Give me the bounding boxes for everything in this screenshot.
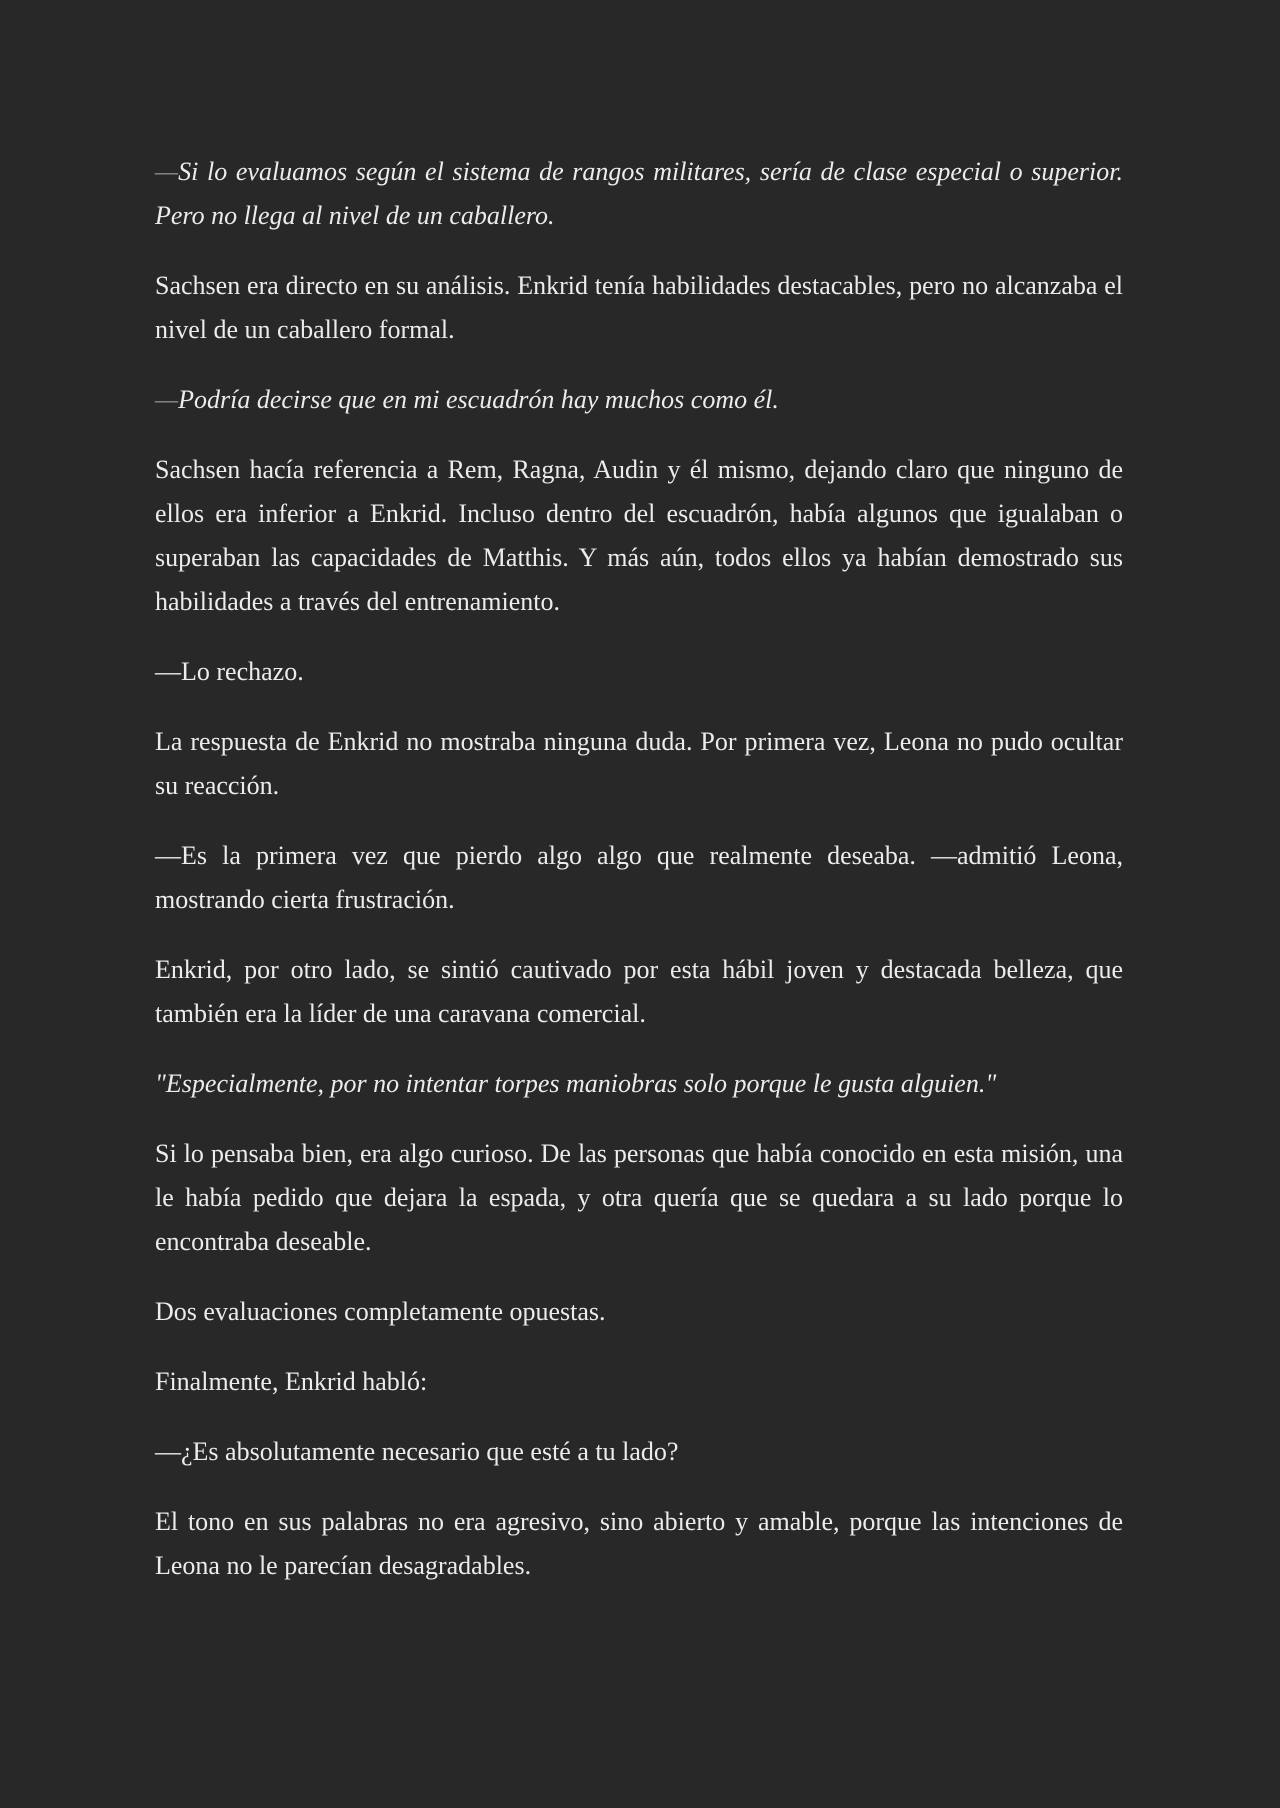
paragraph bbox=[155, 1062, 1123, 1106]
paragraph bbox=[155, 1430, 1123, 1474]
paragraph-text: El tono en sus palabras no era agresivo, sino abierto y amable, porque las intenciones de Leona no le parecían desagradables. bbox=[155, 1507, 1123, 1580]
paragraph-text: Podría decirse que en mi escuadrón hay muchos como él. bbox=[178, 385, 779, 414]
paragraph bbox=[155, 264, 1123, 352]
paragraph bbox=[155, 1500, 1123, 1588]
paragraph-text: Finalmente, Enkrid habló: bbox=[155, 1367, 428, 1396]
paragraph-text: Si lo pensaba bien, era algo curioso. De las personas que había conocido en esta misión, una le había pedido que dejara la espada, y otra quería que se quedara a su lado porque lo encontraba deseable. bbox=[155, 1139, 1123, 1256]
paragraph-text: Dos evaluaciones completamente opuestas. bbox=[155, 1297, 606, 1326]
paragraph bbox=[155, 150, 1123, 238]
reader-page bbox=[155, 150, 1123, 1614]
paragraph bbox=[155, 1132, 1123, 1264]
paragraph bbox=[155, 1360, 1123, 1404]
dialogue-dash: — bbox=[155, 157, 179, 186]
paragraph-text: "Especialmente, por no intentar torpes maniobras solo porque le gusta alguien." bbox=[155, 1069, 997, 1098]
paragraph-text: Sachsen hacía referencia a Rem, Ragna, Audin y él mismo, dejando claro que ninguno de ellos era inferior a Enkrid. Incluso dentro del escuadrón, había algunos que igualaban o superaban las capacidades de Matthis. Y más aún, todos ellos ya habían demostrado sus habilidades a través del entrenamiento. bbox=[155, 455, 1123, 616]
paragraph bbox=[155, 378, 1123, 422]
paragraph-text: La respuesta de Enkrid no mostraba ninguna duda. Por primera vez, Leona no pudo ocultar su reacción. bbox=[155, 727, 1123, 800]
paragraph-text: Si lo evaluamos según el sistema de rangos militares, sería de clase especial o superior. Pero no llega al nivel de un caballero. bbox=[155, 157, 1123, 230]
paragraph-text: —¿Es absolutamente necesario que esté a tu lado? bbox=[155, 1437, 679, 1466]
paragraph bbox=[155, 948, 1123, 1036]
paragraph-text: —Es la primera vez que pierdo algo algo que realmente deseaba. —admitió Leona, mostrando cierta frustración. bbox=[155, 841, 1123, 914]
paragraph-text: Sachsen era directo en su análisis. Enkrid tenía habilidades destacables, pero no alcanzaba el nivel de un caballero formal. bbox=[155, 271, 1123, 344]
paragraph-text: —Lo rechazo. bbox=[155, 657, 304, 686]
paragraph bbox=[155, 1290, 1123, 1334]
paragraph bbox=[155, 448, 1123, 624]
dialogue-dash: — bbox=[155, 385, 179, 414]
paragraph bbox=[155, 834, 1123, 922]
paragraph bbox=[155, 650, 1123, 694]
paragraph-text: Enkrid, por otro lado, se sintió cautivado por esta hábil joven y destacada belleza, que también era la líder de una caravana comercial. bbox=[155, 955, 1123, 1028]
paragraph bbox=[155, 720, 1123, 808]
